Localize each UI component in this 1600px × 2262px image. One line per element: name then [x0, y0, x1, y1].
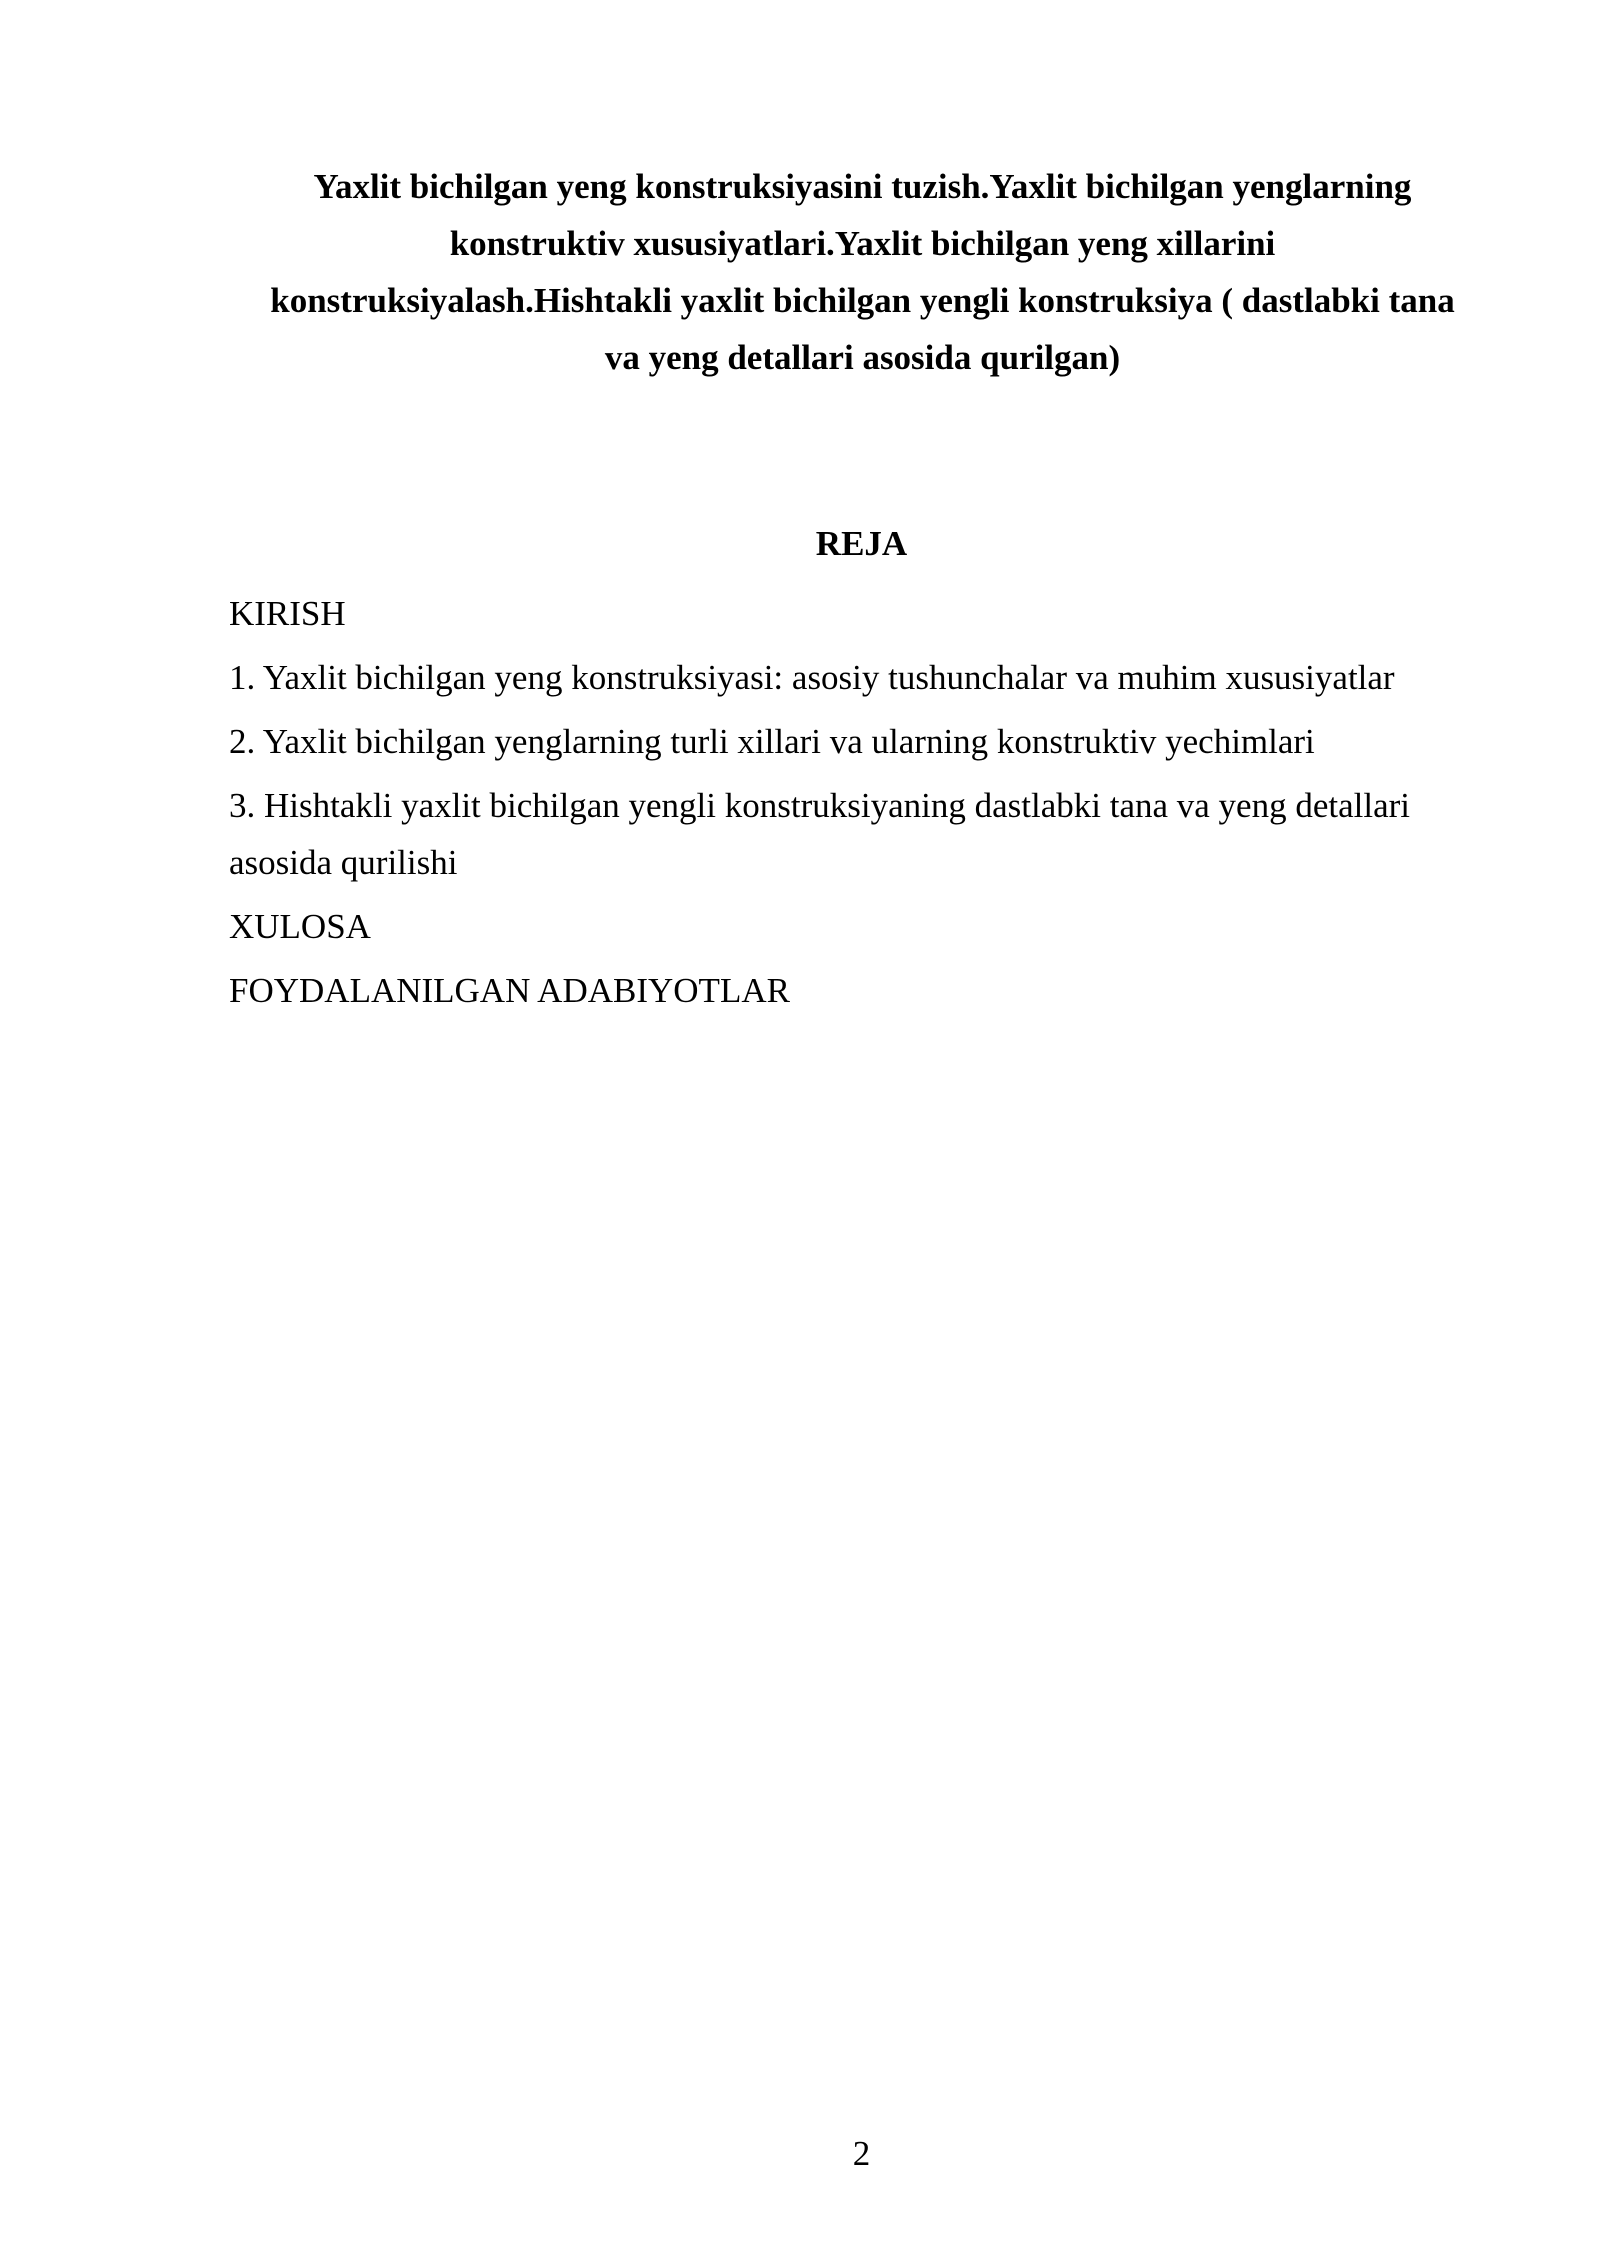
plan-heading: REJA — [815, 524, 908, 563]
page-number: 2 — [852, 2134, 871, 2173]
plan-item-1: 1. Yaxlit bichilgan yeng konstruksiyasi: asosiy tushunchalar va muhim xususiyatlar — [229, 658, 1395, 697]
plan-item-2: 2. Yaxlit bichilgan yenglarning turli xillari va ularning konstruktiv yechimlari — [229, 722, 1315, 761]
document-title: Yaxlit bichilgan yeng konstruksiyasini tuzish.Yaxlit bichilgan yenglarning konstruktiv xususiyatlari.Yaxlit bichilgan yeng xillarini konstruksiyalash.Hishtakli yaxlit bichilgan yengli konstruksiya ( dastlabki tana va yeng detallari asosida qurilgan) — [270, 167, 1455, 377]
plan-item-references: FOYDALANILGAN ADABIYOTLAR — [229, 971, 790, 1010]
plan-item-3: 3. Hishtakli yaxlit bichilgan yengli konstruksiyaning dastlabki tana va yeng detallari asosida qurilishi — [229, 786, 1410, 882]
plan-item-conclusion: XULOSA — [229, 907, 371, 946]
plan-item-introduction: KIRISH — [229, 594, 346, 633]
plan-list — [229, 585, 1469, 1026]
